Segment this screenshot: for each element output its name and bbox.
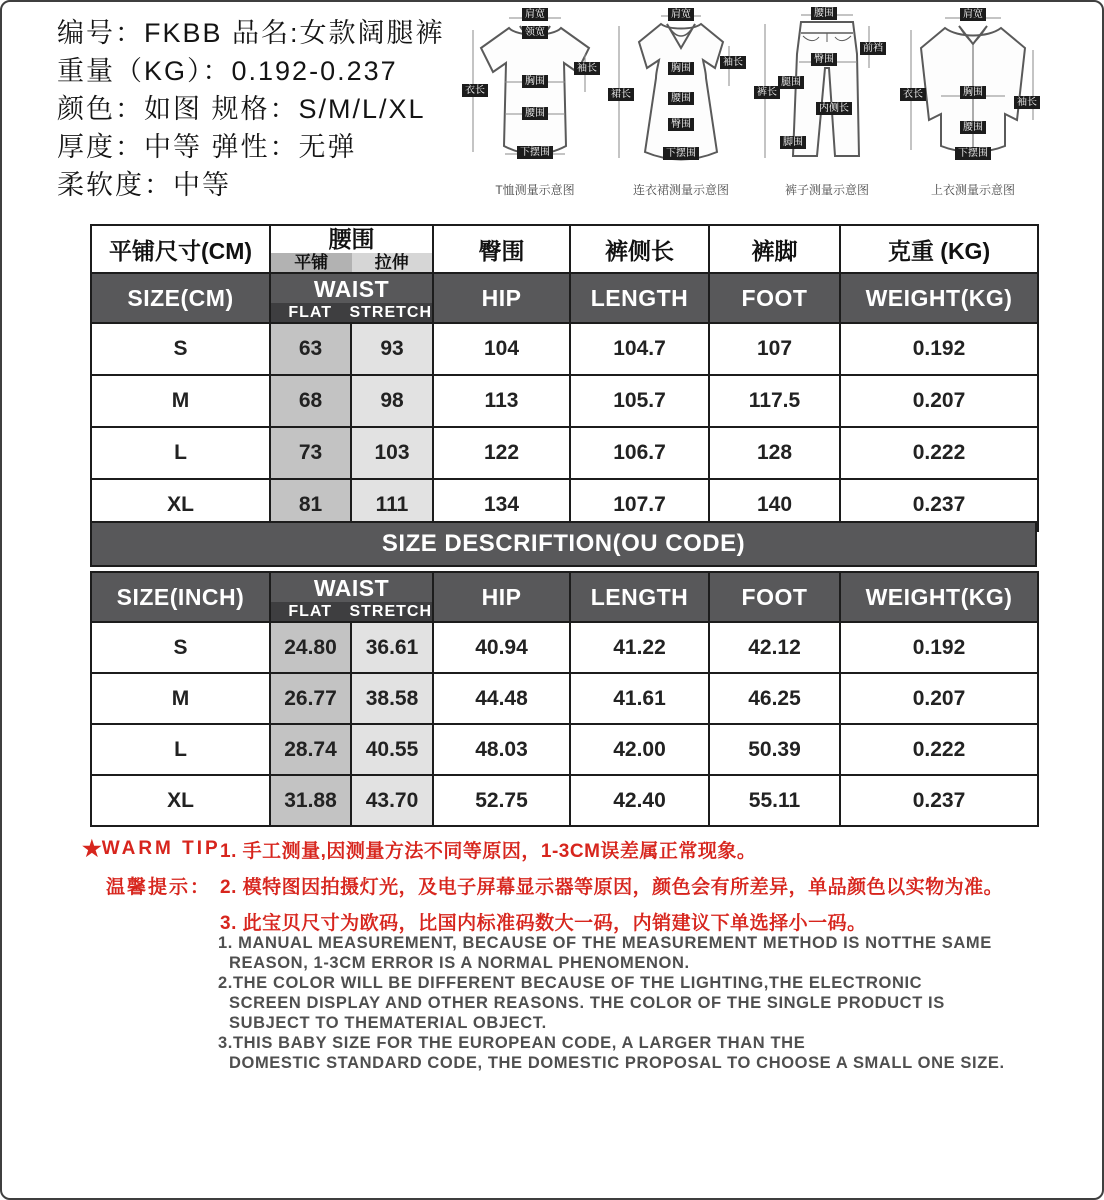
cell-foot: 42.12 (709, 622, 840, 673)
cell-hip: 104 (433, 323, 570, 375)
cell-weight: 0.207 (840, 375, 1038, 427)
cell-hip: 44.48 (433, 673, 570, 724)
cm-row-m (91, 375, 1038, 427)
dress-label-length: 裙长 (608, 88, 634, 101)
english-notes (218, 933, 1078, 1073)
cm-header-waist-en (270, 273, 433, 323)
cell-length: 42.40 (570, 775, 709, 826)
tshirt-diagram (462, 6, 608, 202)
jacket-label-hem: 下摆围 (955, 147, 991, 160)
star-icon: ★ (82, 836, 102, 861)
cell-hip: 52.75 (433, 775, 570, 826)
cell-length: 104.7 (570, 323, 709, 375)
cm-row-s (91, 323, 1038, 375)
inch-header-foot: FOOT (709, 572, 840, 622)
cell-weight: 0.207 (840, 673, 1038, 724)
size-table-cm (90, 224, 1037, 532)
product-info (57, 14, 457, 204)
cell-length: 41.61 (570, 673, 709, 724)
cell-waist-stretch: 93 (351, 323, 433, 375)
inch-header-weight: WEIGHT(KG) (840, 572, 1038, 622)
pants-label-length: 裤长 (754, 86, 780, 99)
cell-foot: 107 (709, 323, 840, 375)
pants-label-foot: 脚围 (780, 136, 806, 149)
cm-header-waist-flat-en: FLAT (288, 304, 333, 321)
cell-foot: 46.25 (709, 673, 840, 724)
tshirt-label-neck: 领宽 (522, 26, 548, 39)
dress-diagram-caption: 连衣裙测量示意图 (632, 183, 729, 197)
warm-tip-title-en: ★WARM TIP (82, 836, 221, 861)
inch-header-waist-flat: FLAT (288, 603, 333, 620)
tshirt-label-hem: 下摆围 (517, 146, 553, 159)
pants-label-hip: 臀围 (811, 53, 837, 66)
cell-hip: 122 (433, 427, 570, 479)
cm-header-waist-cn (270, 225, 433, 273)
pants-label-waist: 腰围 (811, 7, 837, 20)
cell-size: S (91, 622, 270, 673)
pants-label-rise: 前裆 (860, 42, 886, 55)
dress-label-waist: 腰围 (668, 92, 694, 105)
tshirt-label-waist: 腰围 (522, 107, 548, 120)
inch-row-s (91, 622, 1038, 673)
cell-length: 106.7 (570, 427, 709, 479)
dress-label-chest: 胸围 (668, 62, 694, 75)
measurement-diagrams (462, 6, 1046, 202)
cell-hip: 40.94 (433, 622, 570, 673)
jacket-diagram (900, 6, 1046, 202)
jacket-label-length: 衣长 (900, 88, 926, 101)
tshirt-label-sleeve: 袖长 (574, 62, 600, 75)
cell-weight: 0.237 (840, 479, 1038, 531)
cm-header-weight-en: WEIGHT(KG) (840, 273, 1038, 323)
jacket-label-chest: 胸围 (960, 86, 986, 99)
cm-header-waist-flat-cn: 平铺 (271, 253, 352, 272)
dress-diagram (608, 6, 754, 202)
product-thickness-line: 厚度：中等 弹性：无弹 (57, 132, 357, 162)
cell-size: XL (91, 775, 270, 826)
inch-row-m (91, 673, 1038, 724)
warm-tip-title-cn: 温馨提示： (106, 877, 212, 898)
cm-header-waist-stretch-en: STRETCH (349, 304, 432, 321)
cell-waist-flat: 26.77 (270, 673, 351, 724)
cell-waist-stretch: 38.58 (351, 673, 433, 724)
pants-label-thigh: 腿围 (778, 76, 804, 89)
cm-header-size-cn: 平铺尺寸(CM) (91, 225, 270, 273)
cell-foot: 50.39 (709, 724, 840, 775)
product-code-line: 编号：FKBB 品名:女款阔腿裤 (57, 18, 445, 48)
cell-length: 41.22 (570, 622, 709, 673)
inch-header-hip: HIP (433, 572, 570, 622)
cell-size: M (91, 673, 270, 724)
inch-header-waist-label: WAIST (313, 575, 390, 601)
cm-header-foot-en: FOOT (709, 273, 840, 323)
tshirt-label-shoulder: 肩宽 (522, 8, 548, 21)
cell-waist-stretch: 103 (351, 427, 433, 479)
cell-length: 42.00 (570, 724, 709, 775)
note-line: 3.THIS BABY SIZE FOR THE EUROPEAN CODE, A LARGER THAN THE (218, 1034, 806, 1052)
jacket-label-waist: 腰围 (960, 121, 986, 134)
cell-size: L (91, 427, 270, 479)
product-weight-line: 重量（KG）：0.192-0.237 (57, 56, 398, 86)
cell-weight: 0.192 (840, 323, 1038, 375)
inch-row-xl (91, 775, 1038, 826)
cell-length: 107.7 (570, 479, 709, 531)
pants-diagram (754, 6, 900, 202)
cm-header-length-cn: 裤侧长 (570, 225, 709, 273)
cell-size: XL (91, 479, 270, 531)
note-line: REASON, 1-3CM ERROR IS A NORMAL PHENOMENON. (229, 954, 690, 972)
cell-waist-flat: 31.88 (270, 775, 351, 826)
jacket-label-sleeve: 袖长 (1014, 96, 1040, 109)
cm-header-waist-stretch-cn: 拉伸 (352, 253, 433, 272)
cell-waist-flat: 68 (270, 375, 351, 427)
inch-header-size: SIZE(INCH) (91, 572, 270, 622)
dress-label-shoulder: 肩宽 (668, 8, 694, 21)
inch-header-waist-stretch: STRETCH (349, 603, 432, 620)
cell-hip: 48.03 (433, 724, 570, 775)
tshirt-diagram-caption: T恤测量示意图 (495, 183, 575, 197)
cm-row-l (91, 427, 1038, 479)
warm-tip-spacer (82, 908, 220, 935)
cm-header-weight-cn: 克重 (KG) (840, 225, 1038, 273)
cell-waist-stretch: 40.55 (351, 724, 433, 775)
cm-header-length-en: LENGTH (570, 273, 709, 323)
cell-weight: 0.222 (840, 427, 1038, 479)
cell-weight: 0.237 (840, 775, 1038, 826)
warm-tip-item-3: 3. 此宝贝尺寸为欧码，比国内标准码数大一码，内销建议下单选择小一码。 (220, 913, 867, 934)
note-line: DOMESTIC STANDARD CODE, THE DOMESTIC PROPOSAL TO CHOOSE A SMALL ONE SIZE. (229, 1054, 1005, 1072)
cell-size: M (91, 375, 270, 427)
dress-label-hem: 下摆围 (663, 147, 699, 160)
cell-weight: 0.222 (840, 724, 1038, 775)
jacket-diagram-caption: 上衣测量示意图 (930, 183, 1015, 197)
cell-waist-flat: 24.80 (270, 622, 351, 673)
cm-header-hip-cn: 臀围 (433, 225, 570, 273)
cell-foot: 140 (709, 479, 840, 531)
cm-header-size-en: SIZE(CM) (91, 273, 270, 323)
pants-label-inseam: 内侧长 (816, 102, 852, 115)
note-line: SUBJECT TO THEMATERIAL OBJECT. (229, 1014, 547, 1032)
cell-waist-stretch: 36.61 (351, 622, 433, 673)
cell-waist-stretch: 98 (351, 375, 433, 427)
inch-header-waist (270, 572, 433, 622)
product-softness-line: 柔软度：中等 (57, 170, 231, 200)
note-line: 1. MANUAL MEASUREMENT, BECAUSE OF THE MEASUREMENT METHOD IS NOTTHE SAME (218, 934, 992, 952)
cm-header-waist-en-label: WAIST (313, 276, 390, 302)
cell-waist-flat: 81 (270, 479, 351, 531)
warm-tip-item-2: 2. 模特图因拍摄灯光，及电子屏幕显示器等原因，颜色会有所差异，单品颜色以实物为准。 (220, 877, 1004, 898)
dress-label-hip: 臀围 (668, 118, 694, 131)
note-line: 2.THE COLOR WILL BE DIFFERENT BECAUSE OF THE LIGHTING,THE ELECTRONIC (218, 974, 923, 992)
cell-waist-stretch: 111 (351, 479, 433, 531)
cell-foot: 117.5 (709, 375, 840, 427)
size-table-inch (90, 521, 1037, 827)
dress-label-sleeve: 袖长 (720, 56, 746, 69)
cm-header-hip-en: HIP (433, 273, 570, 323)
inch-header-length: LENGTH (570, 572, 709, 622)
product-color-line: 颜色：如图 规格：S/M/L/XL (57, 94, 426, 124)
cell-size: L (91, 724, 270, 775)
cell-length: 105.7 (570, 375, 709, 427)
inch-table-banner: SIZE DESCRIFTION(OU CODE) (90, 521, 1037, 567)
cm-header-waist-cn-label: 腰围 (328, 226, 375, 252)
inch-row-l (91, 724, 1038, 775)
note-line: SCREEN DISPLAY AND OTHER REASONS. THE COLOR OF THE SINGLE PRODUCT IS (229, 994, 945, 1012)
cell-waist-flat: 28.74 (270, 724, 351, 775)
cell-hip: 113 (433, 375, 570, 427)
cell-foot: 55.11 (709, 775, 840, 826)
cm-header-foot-cn: 裤脚 (709, 225, 840, 273)
jacket-label-shoulder: 肩宽 (960, 8, 986, 21)
cell-waist-flat: 73 (270, 427, 351, 479)
cell-hip: 134 (433, 479, 570, 531)
cell-size: S (91, 323, 270, 375)
tshirt-label-chest: 胸围 (522, 75, 548, 88)
pants-diagram-caption: 裤子测量示意图 (784, 183, 869, 197)
warm-tip-item-1: 1. 手工测量,因测量方法不同等原因，1-3CM误差属正常现象。 (220, 841, 757, 862)
cell-foot: 128 (709, 427, 840, 479)
cell-waist-flat: 63 (270, 323, 351, 375)
warm-tips (82, 836, 1042, 935)
tshirt-label-length: 衣长 (462, 84, 488, 97)
cell-weight: 0.192 (840, 622, 1038, 673)
cell-waist-stretch: 43.70 (351, 775, 433, 826)
